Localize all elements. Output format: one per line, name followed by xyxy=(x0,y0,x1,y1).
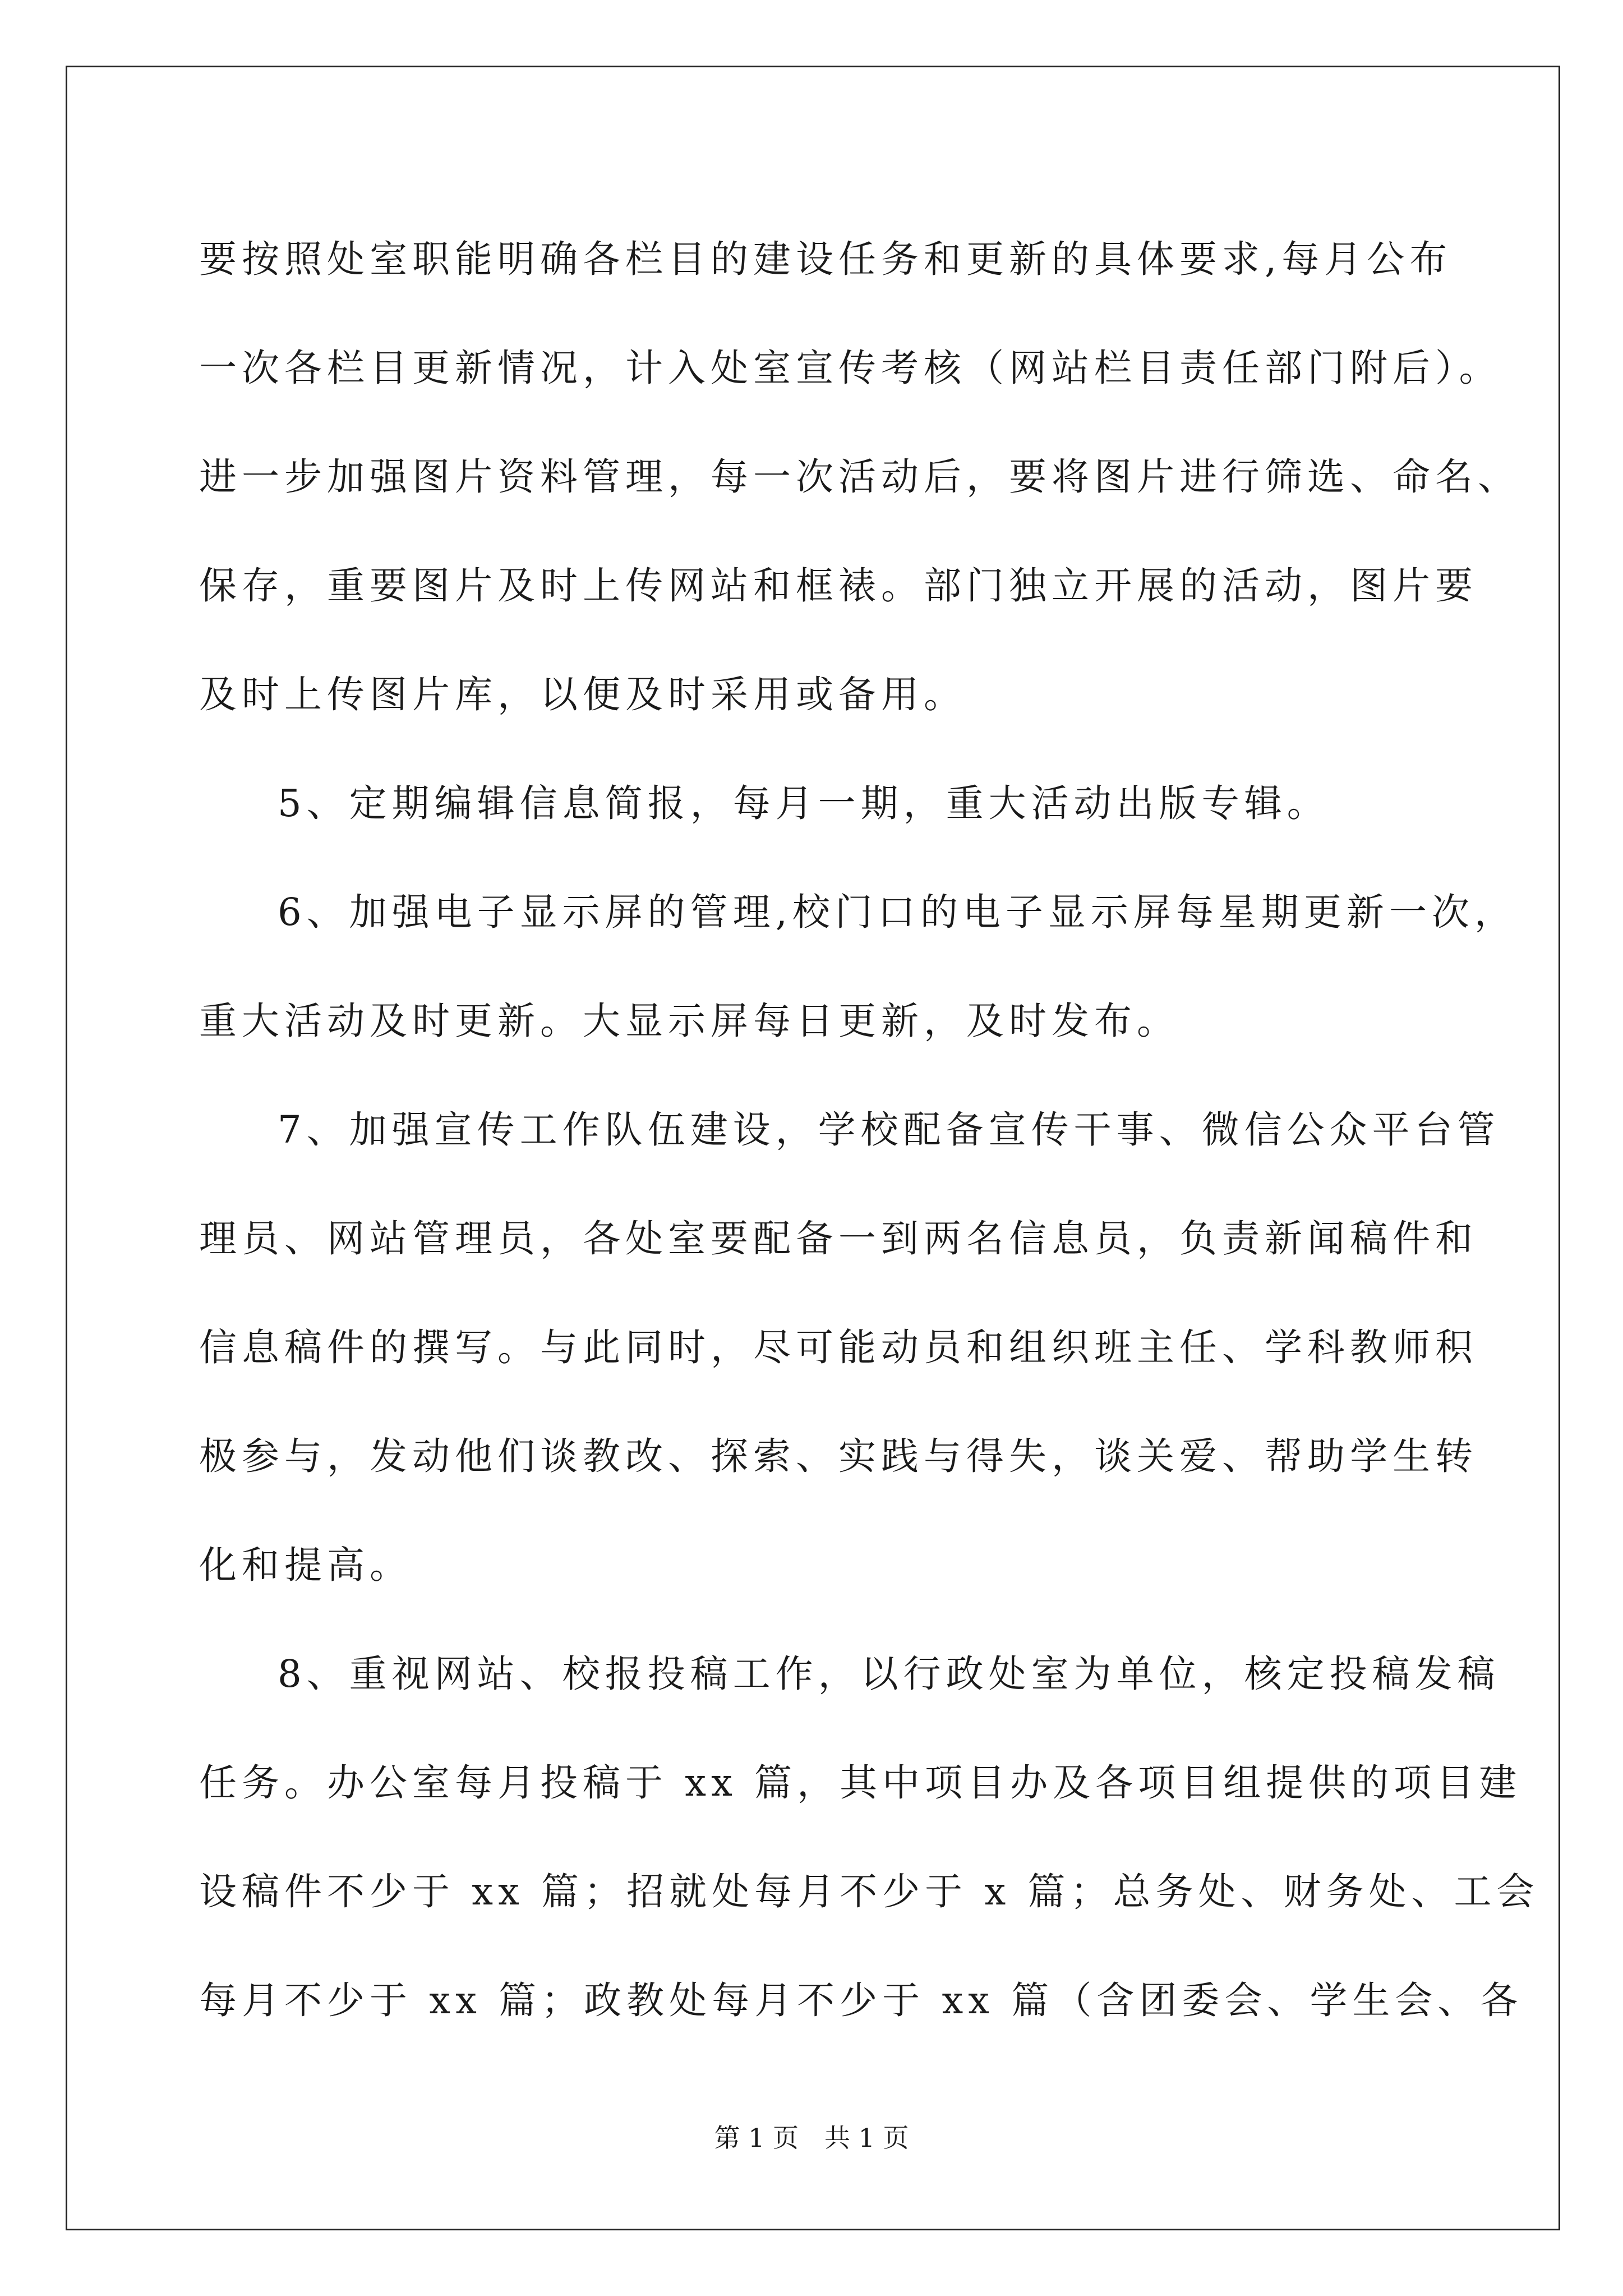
text-line: 任务。办公室每月投稿于 xx 篇，其中项目办及各项目组提供的项目建 xyxy=(199,1761,1522,1805)
text-line: 一次各栏目更新情况，计入处室宣传考核（网站栏目责任部门附后）。 xyxy=(199,346,1502,390)
document-body xyxy=(199,205,1539,2055)
paragraph-5-start: 5、定期编辑信息简报，每月一期，重大活动出版专辑。 xyxy=(278,781,1330,825)
page-number-footer: 第 1 页 共 1 页 xyxy=(714,2123,909,2153)
text-line: 及时上传图片库，以便及时采用或备用。 xyxy=(199,673,966,716)
text-line: 保存，重要图片及时上传网站和框裱。部门独立开展的活动，图片要 xyxy=(199,564,1478,608)
text-line: 进一步加强图片资料管理，每一次活动后，要将图片进行筛选、命名、 xyxy=(199,455,1520,499)
text-line: 信息稿件的撰写。与此同时，尽可能动员和组织班主任、学科教师积 xyxy=(199,1326,1478,1369)
paragraph-8-start: 8、重视网站、校报投稿工作，以行政处室为单位，核定投稿发稿 xyxy=(278,1652,1500,1696)
text-line: 要按照处室职能明确各栏目的建设任务和更新的具体要求,每月公布 xyxy=(199,237,1453,281)
text-line: 化和提高。 xyxy=(199,1543,412,1587)
text-line: 设稿件不少于 xx 篇；招就处每月不少于 x 篇；总务处、财务处、工会 xyxy=(199,1870,1539,1913)
text-line: 每月不少于 xx 篇；政教处每月不少于 xx 篇（含团委会、学生会、各 xyxy=(199,1978,1523,2022)
paragraph-7-start: 7、加强宣传工作队伍建设，学校配备宣传干事、微信公众平台管 xyxy=(278,1108,1500,1152)
paragraph-6-start: 6、加强电子显示屏的管理,校门口的电子显示屏每星期更新一次， xyxy=(278,890,1517,934)
text-line: 极参与，发动他们谈教改、探索、实践与得失，谈关爱、帮助学生转 xyxy=(199,1434,1478,1478)
text-line: 理员、网站管理员，各处室要配备一到两名信息员，负责新闻稿件和 xyxy=(199,1217,1478,1260)
text-line: 重大活动及时更新。大显示屏每日更新，及时发布。 xyxy=(199,999,1179,1043)
